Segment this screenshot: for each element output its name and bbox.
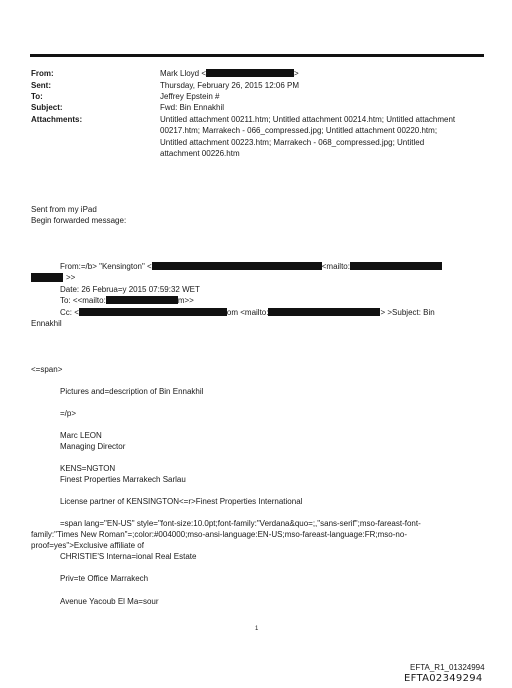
footer-ref-2: EFTA02349294 [404, 673, 483, 684]
attachment-line-3: Untitled attachment 00223.htm; Marrakech - 068_compressed.jpg; Untitled [160, 138, 425, 147]
from-value [160, 68, 299, 79]
to-label: To: [31, 92, 43, 101]
company-full: Finest Properties Marrakech Sarlau [60, 475, 186, 484]
license-line: License partner of KENSINGTON<=r>Finest Properties International [60, 497, 303, 506]
begin-forwarded-line: Begin forwarded message: [31, 216, 127, 225]
footer-ref-1: EFTA_R1_01324994 [410, 663, 485, 672]
redaction-block [350, 262, 442, 270]
signature-title: Managing Director [60, 442, 126, 451]
company-short: KENS=NGTON [60, 464, 116, 473]
page-number: 1 [255, 626, 259, 632]
span-tag-line: <=span> [31, 365, 63, 374]
fwd-date-line: Date: 26 Februa=y 2015 07:59:32 WET [60, 285, 200, 294]
subject-value: Fwd: Bin Ennakhil [160, 103, 225, 112]
attachment-line-4: attachment 00226.htm [160, 149, 240, 158]
sent-value: Thursday, February 26, 2015 12:06 PM [160, 81, 300, 90]
from-name-end: > [294, 69, 299, 78]
attachments-label: Attachments: [31, 115, 83, 124]
redaction-block [268, 308, 380, 316]
fwd-cc-mid: om <mailto: [226, 308, 269, 317]
redaction-block [106, 296, 178, 304]
fwd-cc-prefix: Cc: < [60, 308, 79, 317]
attachment-line-1: Untitled attachment 00211.htm; Untitled attachment 00214.htm; Untitled attachment [160, 115, 456, 124]
redaction-block [152, 262, 322, 270]
attachment-line-2: 00217.htm; Marrakech - 066_compressed.jpg; Untitled attachment 00220.htm; [160, 126, 438, 135]
office-line: Priv=te Office Marrakech [60, 574, 149, 583]
fwd-from-prefix: From:=/b> "Kensington" < [60, 262, 152, 271]
fwd-to-line [60, 295, 194, 306]
signature-name: Marc LEON [60, 431, 102, 440]
style-line-1: =span lang="EN-US" style="font-size:10.0pt;font-family:"Verdana&quo=;,"sans-serif";mso-fareast-font- [60, 519, 421, 528]
redaction-block [31, 273, 63, 282]
subject-label: Subject: [31, 103, 63, 112]
fwd-cc-line [60, 307, 435, 318]
from-name: Mark Lloyd < [160, 69, 207, 78]
fwd-to-mid: m>> [177, 296, 194, 305]
sent-label: Sent: [31, 81, 51, 90]
fwd-to-prefix: To: <<mailto: [60, 296, 106, 305]
sent-from-line: Sent from my iPad [31, 205, 97, 214]
fwd-from-end: >> [66, 273, 76, 282]
style-line-3: proof=yes">Exclusive affiliate of [31, 541, 144, 550]
header-rule [30, 54, 484, 57]
fwd-from-line [60, 261, 442, 272]
style-line-2: family:"Times New Roman"=;color:#004000;mso-ansi-language:EN-US;mso-fareast-language:FR;mso-no- [31, 530, 407, 539]
p-tag-line: =/p> [60, 409, 77, 418]
address-line: Avenue Yacoub El Ma=sour [60, 597, 159, 606]
redaction-block [79, 308, 227, 316]
christies-line: CHRISTIE'S Interna=ional Real Estate [60, 552, 197, 561]
fwd-from-mid: <mailto: [321, 262, 350, 271]
fwd-cc-end: > >Subject: Bin [380, 308, 435, 317]
fwd-cc-wrap: Ennakhil [31, 319, 62, 328]
redaction-block [206, 69, 294, 77]
to-value: Jeffrey Epstein # [160, 92, 220, 101]
pictures-line: Pictures and=description of Bin Ennakhil [60, 387, 204, 396]
from-label: From: [31, 69, 54, 78]
